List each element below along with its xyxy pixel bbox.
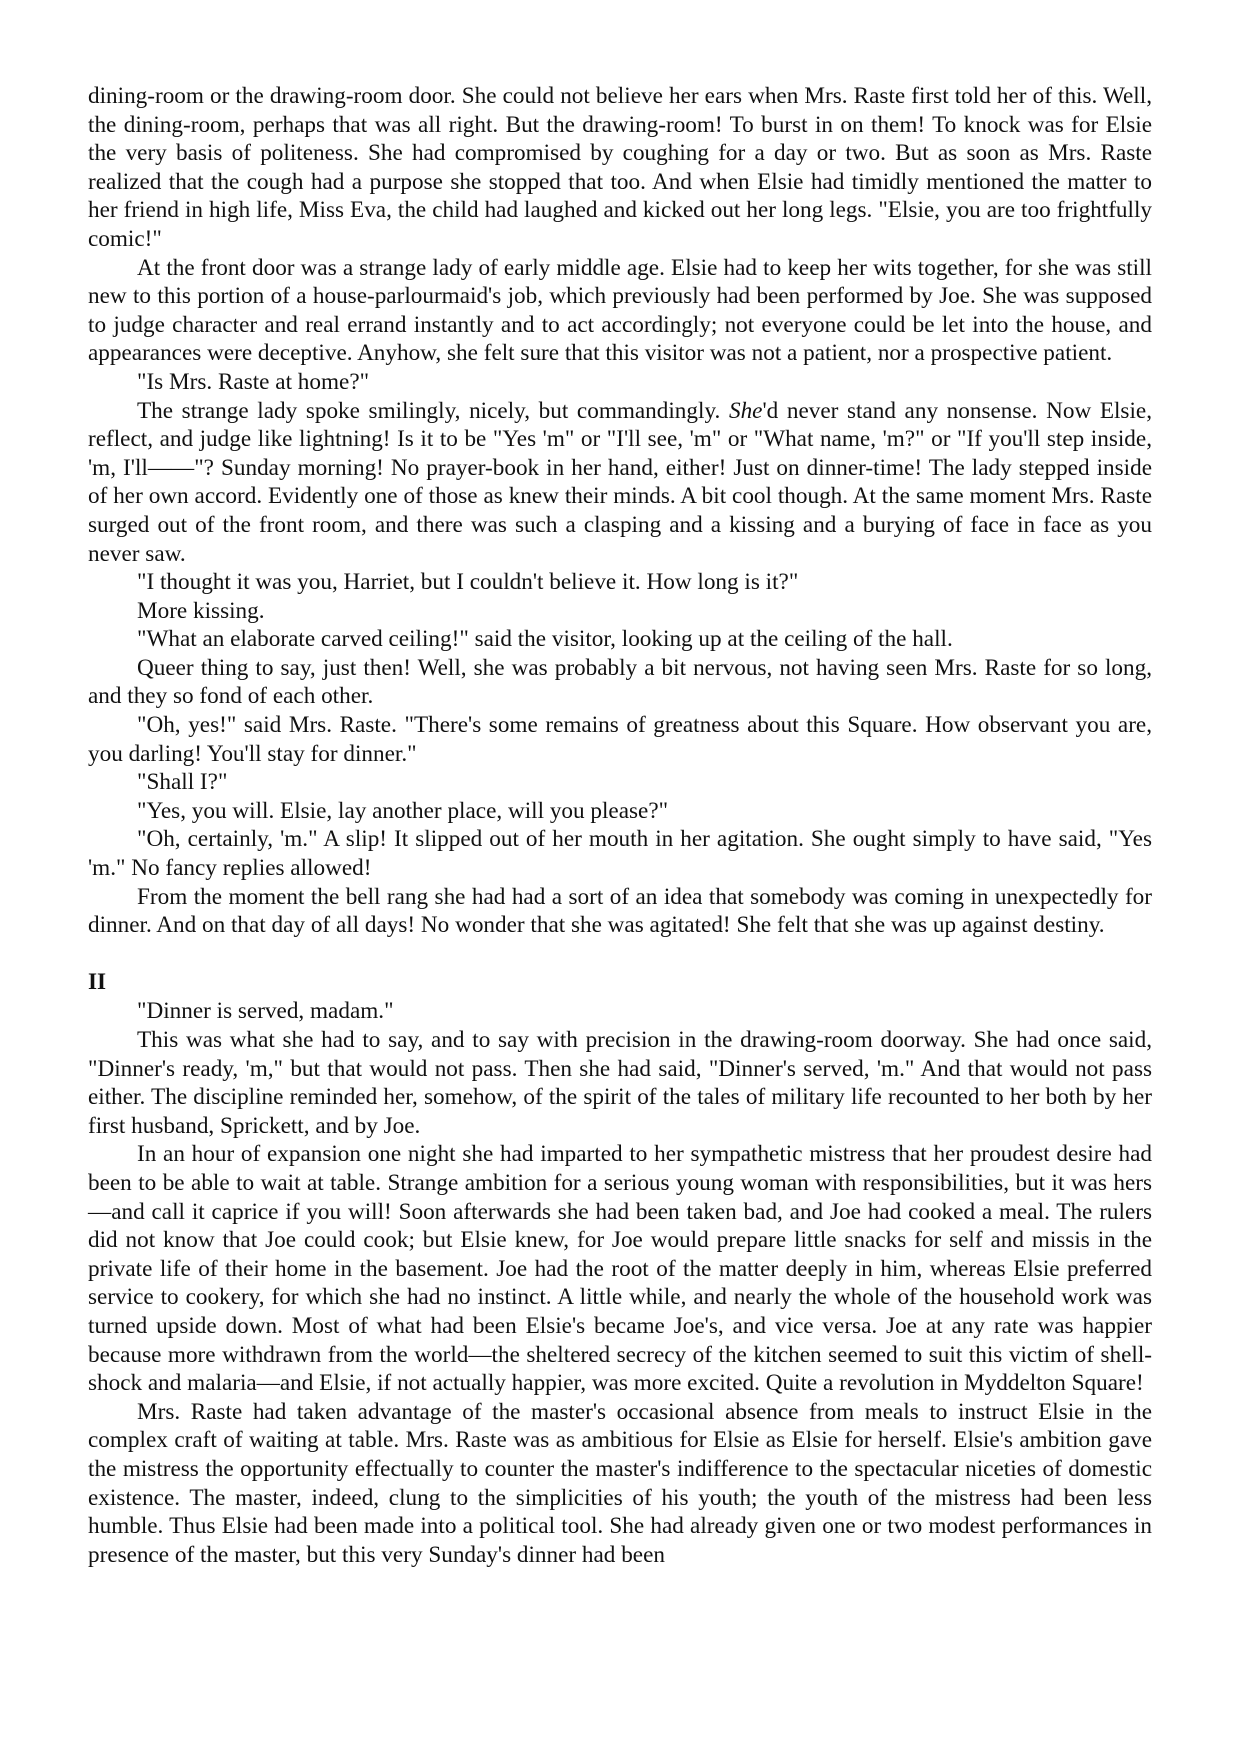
paragraph: More kissing. (137, 597, 265, 624)
paragraph: "Oh, yes!" said Mrs. Raste. "There's some remains of greatness about this Square. How observant you are, you darling! You'll stay for dinner." (88, 712, 1152, 767)
paragraph: This was what she had to say, and to say with precision in the drawing-room doorway. She had once said, "Dinner's ready, 'm," but that would not pass. Then she had said, "Dinner's served, 'm." And that would not pass either. The discipline reminded her, somehow, of the spirit of the tales of military life recounted to her both by her first husband, Sprickett, and by Joe. (88, 1027, 1152, 1139)
paragraph: "What an elaborate carved ceiling!" said the visitor, looking up at the ceiling of the hall. (137, 626, 953, 653)
paragraph: "Is Mrs. Raste at home?" (137, 368, 370, 395)
paragraph-rest: 'd never stand any nonsense. Now Elsie, reflect, and judge like lightning! Is it to be "Yes 'm" or "I'll see, 'm" or "What name, 'm?" or "If you'll step inside, 'm, I'll——"? Sunday morning! No prayer-book in her hand, either! Just on dinner-time! The lady stepped inside of her own accord. Evidently one of those as knew their minds. A bit cool though. At the same moment Mrs. Raste surged out of the front room, and there was such a clasping and a kissing and a burying of face in face as you never saw. (88, 397, 1152, 567)
paragraph: From the moment the bell rang she had had a sort of an idea that somebody was coming in unexpectedly for dinner. And on that day of all days! No wonder that she was agitated! She felt that she was up against destiny. (88, 883, 1152, 939)
paragraph: At the front door was a strange lady of early middle age. Elsie had to keep her wits together, for she was still new to this portion of a house-parlourmaid's job, which previously had been performed by Joe. She was supposed to judge character and real errand instantly and to act accordingly; not everyone could be let into the house, and appearances were deceptive. Anyhow, she felt sure that this visitor was not a patient, nor a prospective patient. (88, 254, 1152, 367)
emphasis-she: She (728, 397, 763, 424)
paragraph: In an hour of expansion one night she had imparted to her sympathetic mistress that her proudest desire had been to be able to wait at table. Strange ambition for a serious young woman with responsibilities, but it was hers—and call it caprice if you will! Soon afterwards she had been taken bad, and Joe had cooked a meal. The rulers did not know that Joe could cook; but Elsie knew, for Joe would prepare little snacks for self and missis in the private life of their home in the basement. Joe had the root of the matter deeply in him, whereas Elsie preferred service to cookery, for which she had no instinct. A little while, and nearly the whole of the household work was turned upside down. Most of what had been Elsie's became Joe's, and vice versa. Joe at any rate was happier because more withdrawn from the world—the sheltered secrecy of the kitchen seemed to suit this victim of shell-shock and malaria—and Elsie, if not actually happier, was more excited. Quite a revolution in Myddelton Square! (88, 1141, 1152, 1397)
paragraph: "Shall I?" (137, 769, 228, 796)
book-page (88, 82, 1152, 1569)
paragraph: "Oh, certainly, 'm." A slip! It slipped out of her mouth in her agitation. She ought simply to have said, "Yes 'm." No fancy replies allowed! (88, 826, 1152, 882)
paragraph-lead: The strange lady spoke smilingly, nicely, but commandingly. (137, 397, 729, 424)
paragraph: "I thought it was you, Harriet, but I couldn't believe it. How long is it?" (137, 569, 799, 596)
paragraph: "Yes, you will. Elsie, lay another place, will you please?" (137, 797, 669, 824)
paragraph (88, 397, 1152, 569)
section-heading: II (88, 968, 107, 995)
paragraph: Queer thing to say, just then! Well, she was probably a bit nervous, not having seen Mrs. Raste for so long, and they so fond of each other. (88, 654, 1152, 710)
paragraph: dining-room or the drawing-room door. She could not believe her ears when Mrs. Raste first told her of this. Well, the dining-room, perhaps that was all right. But the drawing-room! To burst in on them! To knock was for Elsie the very basis of politeness. She had compromised by coughing for a day or two. But as soon as Mrs. Raste realized that the cough had a purpose she stopped that too. And when Elsie had timidly mentioned the matter to her friend in high life, Miss Eva, the child had laughed and kicked out her long legs. "Elsie, you are too frightfully comic!" (88, 83, 1152, 252)
paragraph: "Dinner is served, madam." (137, 998, 394, 1025)
paragraph: Mrs. Raste had taken advantage of the master's occasional absence from meals to instruct Elsie in the complex craft of waiting at table. Mrs. Raste was as ambitious for Elsie as Elsie for herself. Elsie's ambition gave the mistress the opportunity effectually to counter the master's indifference to the spectacular niceties of domestic existence. The master, indeed, clung to the simplicities of his youth; the youth of the mistress had been less humble. Thus Elsie had been made into a political tool. She had already given one or two modest performances in presence of the master, but this very Sunday's dinner had been (88, 1398, 1152, 1568)
